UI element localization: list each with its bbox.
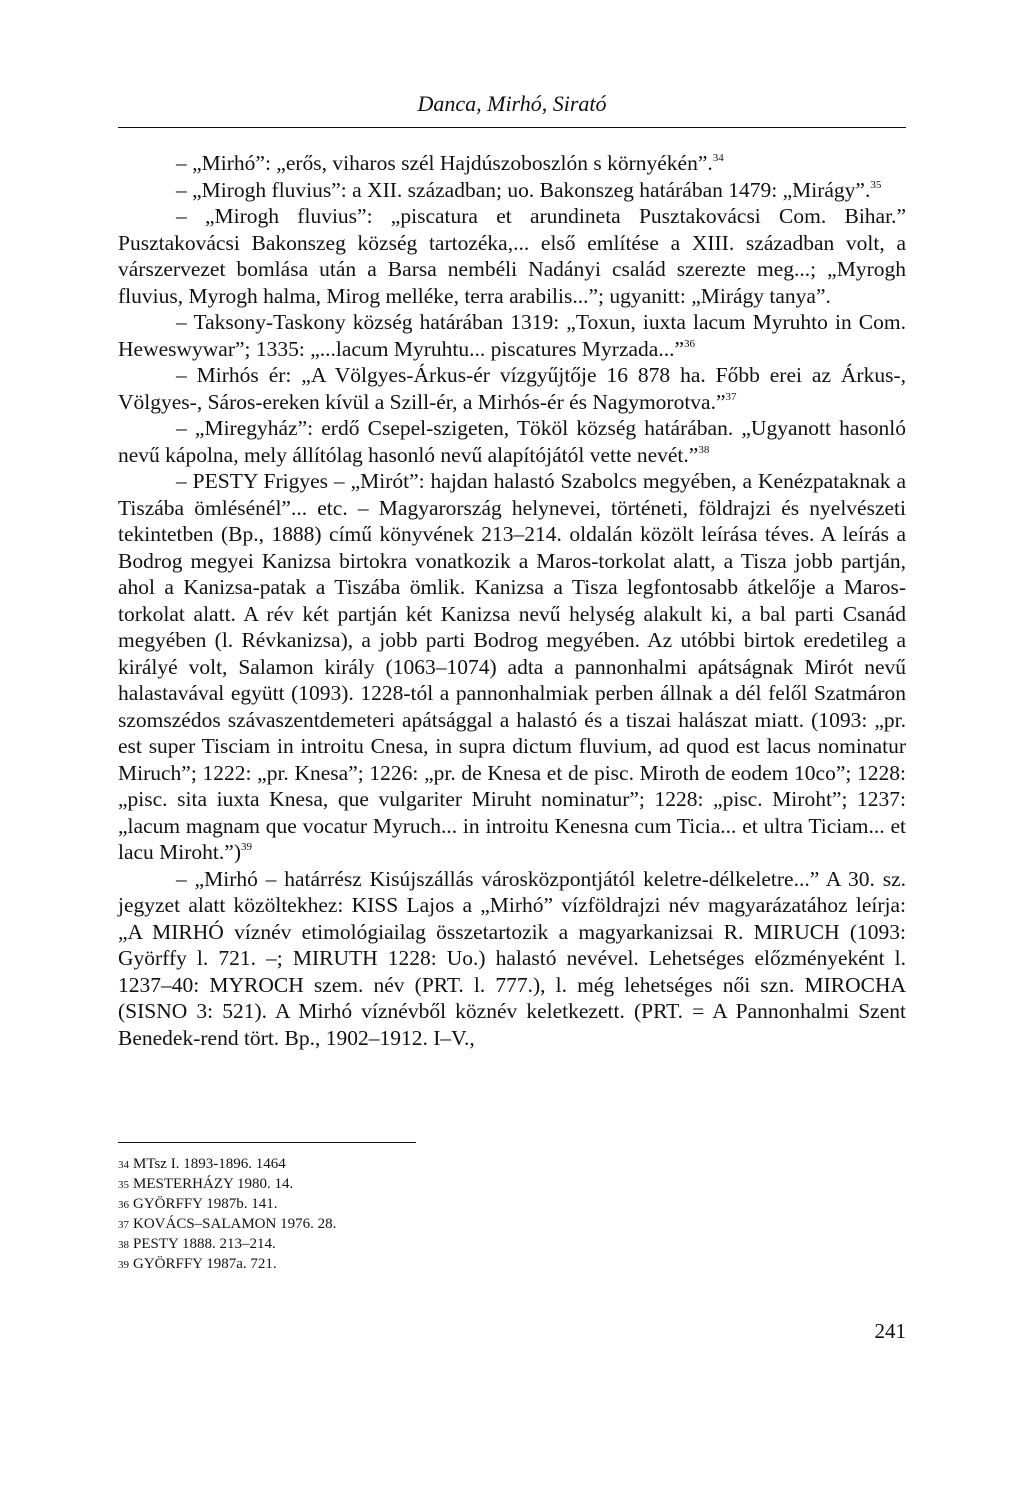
- footnote-item: 35 MESTERHÁZY 1980. 14.: [118, 1176, 294, 1192]
- paragraph: [118, 866, 906, 1052]
- footnote-ref: 39: [241, 841, 252, 853]
- paragraph: [118, 150, 906, 177]
- paragraph-text: – „Mirhó”: „erős, viharos szél Hajdúszoboszlón s környékén”.: [176, 151, 713, 175]
- paragraph: [118, 468, 906, 866]
- footnote-ref: 37: [725, 390, 737, 403]
- header-divider: [118, 127, 906, 128]
- page-number: 241: [874, 1319, 906, 1343]
- main-text: [118, 150, 906, 1051]
- footnote-text: GYÖRFFY 1987a. 721.: [133, 1256, 277, 1272]
- footnote-item: 37 KOVÁCS–SALAMON 1976. 28.: [118, 1216, 337, 1232]
- running-title: Danca, Mirhó, Sirató: [417, 91, 607, 116]
- paragraph: [118, 177, 906, 204]
- footnotes: [118, 1154, 718, 1274]
- footnote-text: GYÖRFFY 1987b. 141.: [133, 1196, 278, 1212]
- footnote-item: 36 GYÖRFFY 1987b. 141.: [118, 1196, 278, 1212]
- paragraph: [118, 203, 906, 309]
- footnote-text: MESTERHÁZY 1980. 14.: [133, 1176, 294, 1192]
- paragraph-text: – „Miregyház”: erdő Csepel-szigeten, Tököl község határában. „Ugyanott hasonló nevű kápolna, mely állítólag hasonló nevű alapítójától vette nevét.”: [118, 416, 906, 467]
- footnote-divider: [118, 1142, 416, 1143]
- footnote-item: 38 PESTY 1888. 213–214.: [118, 1236, 276, 1252]
- paragraph: [118, 415, 906, 468]
- paragraph-text: – „Mirhó – határrész Kisújszállás városközpontjától keletre-délkeletre...” A 30. sz. jegyzet alatt közöltekhez: KISS Lajos a „Mirhó” vízföldrajzi név magyarázatához leírja: „A MIRHÓ víznév etimológiailag összetartozik a magyarkanizsai R. MIRUCH (1093: Györffy l. 721. –; MIRUTH 1228: Uo.) halastó nevével. Lehetséges előzményeként l. 1237–40: MYROCH szem. név (PRT. l. 777.), l. még lehetséges női szn. MIROCHA (SISNO 3: 521). A Mirhó víznévből köznév keletkezett. (PRT. = A Pannonhalmi Szent Benedek-rend tört. Bp., 1902–1912. I–V.,: [118, 866, 906, 1050]
- footnote-ref: 38: [698, 443, 710, 456]
- footnote-text: KOVÁCS–SALAMON 1976. 28.: [133, 1216, 337, 1232]
- paragraph-text: – „Mirogh fluvius”: „piscatura et arundineta Pusztakovácsi Com. Bihar.” Pusztakovácsi Bakonszeg község tartozéka,... első említése a XIII. században volt, a várszervezet bomlása után a Barsa nembéli Nadányi család szerezte meg...; „Myrogh fluvius, Myrogh halma, Mirog melléke, terra arabilis...”; ugyanitt: „Mirágy tanya”.: [118, 204, 906, 308]
- paragraph: [118, 362, 906, 415]
- footnote-ref: 34: [712, 152, 724, 164]
- paragraph-text: – „Mirogh fluvius”: a XII. században; uo. Bakonszeg határában 1479: „Mirágy”.: [176, 177, 871, 202]
- footnote-item: 39 GYÖRFFY 1987a. 721.: [118, 1256, 277, 1272]
- footnote-ref: 35: [870, 178, 882, 191]
- paragraph-text: – Mirhós ér: „A Völgyes-Árkus-ér vízgyűjtője 16 878 ha. Főbb erei az Árkus-, Völgyes-, Sáros-ereken kívül a Szill-ér, a Mirhós-ér és Nagymorotva.”: [118, 363, 906, 414]
- paragraph-text: – PESTY Frigyes – „Mirót”: hajdan halastó Szabolcs megyében, a Kenézpataknak a Tiszába ömlésénél”... etc. – Magyarország helynevei, történeti, földrajzi és nyelvészeti tekintetben (Bp., 1888) című könyvének 213–214. oldalán közölt leírása téves. A leírás a Bodrog megyei Kanizsa birtokra vonatkozik a Maros-torkolat alatt, a Tisza jobb partján, ahol a Kanizsa-patak a Tiszába ömlik. Kanizsa a Tisza legfontosabb átkelője a Maros-torkolat alatt. A rév két partján két Kanizsa nevű helység alakult ki, a bal parti Csanád megyében (l. Révkanizsa), a jobb parti Bodrog megyében. Az utóbbi birtok eredetileg a királyé volt, Salamon király (1063–1074) adta a pannonhalmi apátságnak Mirót nevű halastavával együtt (1093). 1228-tól a pannonhalmiak perben állnak a dél felől Szatmáron szomszédos szávaszentdemeteri apátsággal a halastó és a tiszai halászat miatt. (1093: „pr. est super Tisciam in introitu Cnesa, in supra dictum fluvium, ad quod est lacus nominatur Miruch”; 1222: „pr. Knesa”; 1226: „pr. de Knesa et de pisc. Miroth de eodem 10co”; 1228: „pisc. sita iuxta Knesa, que vulgariter Miruht nominatur”; 1228: „pisc. Miroht”; 1237: „lacum magnam que vocatur Myruch... in introitu Kenesna cum Ticia... et ultra Ticiam... et lacu Miroht.”): [118, 469, 906, 864]
- footnote-item: 34 MTsz I. 1893-1896. 1464: [118, 1156, 286, 1172]
- paragraph-text: – Taksony-Taskony község határában 1319: „Toxun, iuxta lacum Myruhto in Com. Heweswywar”; 1335: „...lacum Myruhtu... piscatures Myrzada...”: [118, 310, 906, 361]
- footnote-text: PESTY 1888. 213–214.: [133, 1236, 276, 1252]
- paragraph: [118, 309, 906, 362]
- footnote-ref: 36: [684, 337, 695, 350]
- footnote-text: MTsz I. 1893-1896. 1464: [133, 1156, 286, 1172]
